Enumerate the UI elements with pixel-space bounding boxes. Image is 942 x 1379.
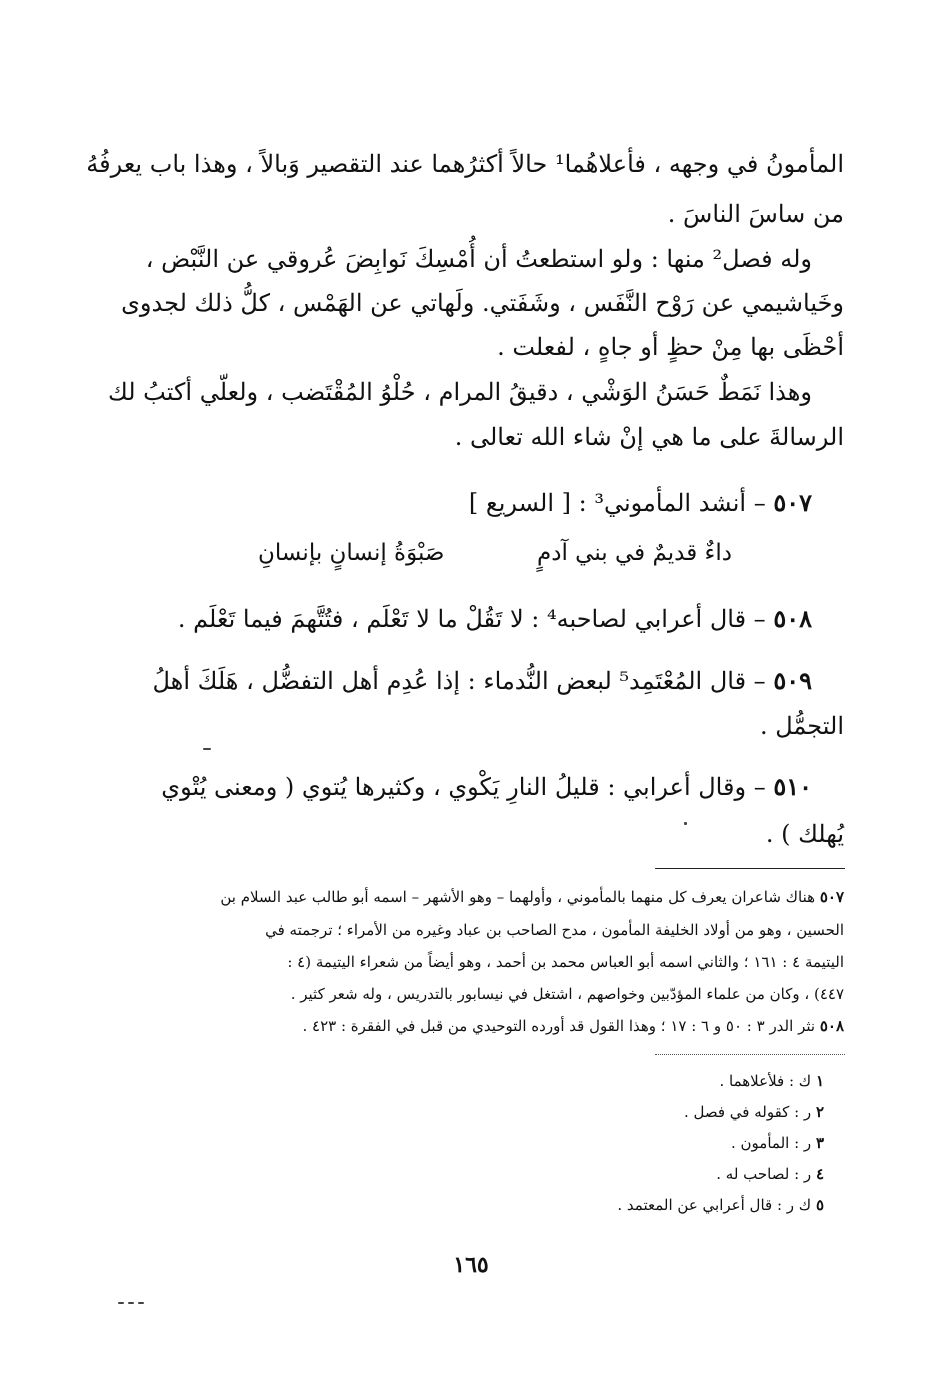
footnote-separator bbox=[655, 868, 845, 869]
scan-speck bbox=[203, 748, 211, 750]
variant-4 bbox=[716, 1165, 824, 1183]
entry-text: – قال المُعْتَمِد⁵ لبعض النُّدماء : إذا عُدِم أهل التفضُّل ، هَلَكَ أهلُ bbox=[152, 667, 766, 695]
paragraph-3-line-2: الرسالةَ على ما هي إنْ شاء الله تعالى . bbox=[454, 423, 844, 451]
page-number: ١٦٥ bbox=[453, 1252, 489, 1278]
scan-speck bbox=[128, 1302, 134, 1304]
paragraph-2-line-1: وله فصل² منها : ولو استطعتُ أن أُمْسِكَ نَوابِضَ عُروقي عن النَّبْض ، bbox=[145, 245, 812, 273]
paragraph-1-line-2: من ساسَ الناسَ . bbox=[667, 200, 844, 228]
variant-number: ٤ bbox=[815, 1165, 824, 1183]
variant-text: ر : المأمون . bbox=[731, 1134, 812, 1152]
verse-hemistich-2: صَبْوَةُ إنسانٍ بإنسانِ bbox=[258, 540, 445, 566]
variants-separator bbox=[655, 1054, 845, 1055]
note-507-line-4: ٤٤٧) ، وكان من علماء المؤدّبين وخواصهم ، اشتغل في نيسابور بالتدريس ، وله شعر كثير . bbox=[290, 985, 844, 1003]
entry-text: – وقال أعرابي : قليلُ النارِ يَكْوي ، وكثيرها يُتوي ( ومعنى يُتْوي bbox=[161, 773, 766, 801]
variant-2 bbox=[684, 1103, 824, 1121]
note-507-line-2: الحسين ، وهو من أولاد الخليفة المأمون ، مدح الصاحب بن عباد وغيره من الأمراء ؛ ترجمته في bbox=[265, 921, 844, 939]
paragraph-3-line-1: وهذا نَمَطٌ حَسَنُ الوَشْي ، دقيقُ المرام ، حُلْوُ المُقْتَضب ، ولعلّي أكتبُ لك bbox=[108, 378, 812, 406]
entry-number: ٥٠٧ bbox=[773, 488, 812, 517]
entry-text: – أنشد المأموني³ : [ السريع ] bbox=[468, 489, 766, 517]
scan-speck bbox=[684, 822, 687, 825]
entry-510-line-1 bbox=[161, 772, 812, 801]
entry-509-line-1 bbox=[152, 666, 812, 695]
note-number: ٥٠٨ bbox=[819, 1017, 844, 1035]
paragraph-2-line-3: أحْظَى بها مِنْ حظٍ أو جاهٍ ، لفعلت . bbox=[497, 333, 844, 361]
variant-text: ك ر : قال أعرابي عن المعتمد . bbox=[617, 1196, 812, 1214]
note-507-line-1 bbox=[220, 888, 844, 906]
entry-number: ٥٠٩ bbox=[773, 666, 812, 695]
variant-number: ٥ bbox=[815, 1196, 824, 1214]
entry-number: ٥٠٨ bbox=[773, 604, 812, 633]
note-text: هناك شاعران يعرف كل منهما بالمأموني ، وأولهما – وهو الأشهر – اسمه أبو طالب عبد السلام بن bbox=[220, 888, 816, 906]
note-text: نثر الدر ٣ : ٥٠ و ٦ : ١٧ ؛ وهذا القول قد أورده التوحيدي من قبل في الفقرة : ٤٢٣ . bbox=[302, 1017, 816, 1035]
paragraph-2-line-2: وخَياشيمي عن رَوْح النَّفَس ، وشَفَتي. ولَهاتي عن الهَمْس ، كلُّ ذلك لجدوى bbox=[121, 289, 844, 317]
variant-text: ك : فلأعلاهما . bbox=[719, 1072, 812, 1090]
entry-text: – قال أعرابي لصاحبه⁴ : لا تَقُلْ ما لا تَعْلَم ، فتُتَّهمَ فيما تَعْلَم . bbox=[177, 605, 766, 633]
variant-3 bbox=[731, 1134, 824, 1152]
verse-hemistich-1: داءٌ قديمٌ في بني آدمٍ bbox=[536, 540, 732, 566]
scan-speck bbox=[118, 1302, 124, 1304]
variant-1 bbox=[719, 1072, 824, 1090]
variant-text: ر : كقوله في فصل . bbox=[683, 1103, 812, 1121]
scan-speck bbox=[138, 1302, 144, 1304]
variant-text: ر : لصاحب له . bbox=[716, 1165, 812, 1183]
entry-510-line-2: يُهلك ) . bbox=[765, 820, 844, 848]
variant-number: ٢ bbox=[815, 1103, 824, 1121]
variant-5 bbox=[617, 1196, 824, 1214]
entry-509-line-2: التجمُّل . bbox=[759, 712, 844, 740]
entry-508 bbox=[178, 604, 812, 633]
note-508 bbox=[303, 1017, 845, 1035]
note-number: ٥٠٧ bbox=[819, 888, 844, 906]
paragraph-1-line-1: المأمونُ في وجهه ، فأعلاهُما¹ حالاً أكثرُهما عند التقصير وَبالاً ، وهذا باب يعرفُهُ bbox=[86, 150, 844, 178]
variant-number: ٣ bbox=[815, 1134, 824, 1152]
entry-507 bbox=[469, 488, 812, 517]
entry-number: ٥١٠ bbox=[773, 772, 812, 801]
variant-number: ١ bbox=[815, 1072, 824, 1090]
note-507-line-3: اليتيمة ٤ : ١٦١ ؛ والثاني اسمه أبو العباس محمد بن أحمد ، وهو أيضاً من شعراء اليتيمة (٤ : bbox=[287, 953, 844, 971]
